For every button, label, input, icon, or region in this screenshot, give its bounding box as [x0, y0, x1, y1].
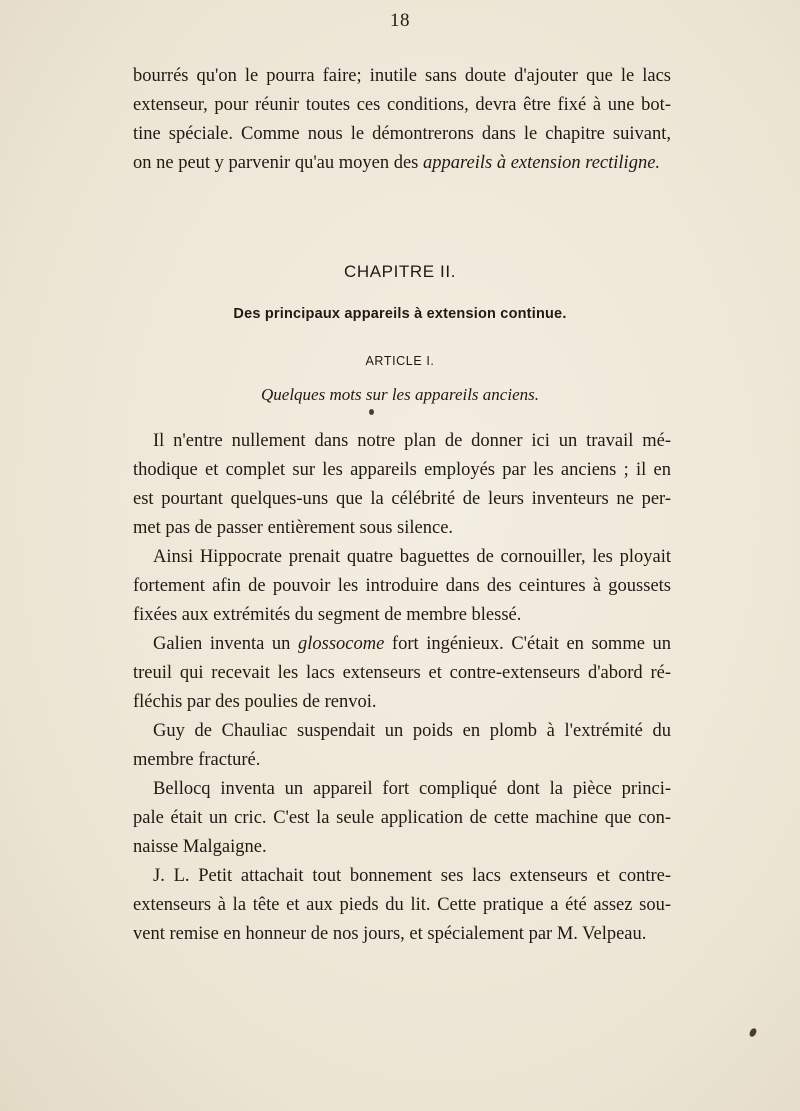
paragraph-3 [133, 630, 671, 717]
italic-phrase: appareils à extension rectiligne. [423, 153, 661, 173]
text-line: naisse Malgaigne. [133, 837, 267, 857]
text-line: treuil qui recevait les lacs extenseurs et contre-extenseurs d'abord ré- [133, 663, 671, 683]
text-line: fixées aux extrémités du segment de membre blessé. [133, 605, 522, 625]
text-line: extenseurs à la tête et aux pieds du lit. Cette pratique a été assez sou- [133, 895, 671, 915]
text-line: thodique et complet sur les appareils employés par les anciens ; il en [133, 460, 671, 480]
text-line: bourrés qu'on le pourra faire; inutile sans doute d'ajouter que le lacs [133, 66, 671, 86]
article-label: ARTICLE I. [365, 354, 435, 368]
text-line: fléchis par des poulies de renvoi. [133, 692, 377, 712]
text-line: Guy de Chauliac suspendait un poids en plomb à l'extrémité du [153, 721, 671, 741]
paragraph-6 [133, 862, 671, 949]
text-line: J. L. Petit attachait tout bonnement ses lacs extenseurs et contre- [153, 866, 671, 886]
paragraph-4 [133, 717, 671, 775]
text-line: est pourtant quelques-uns que la célébrité de leurs inventeurs ne per- [133, 489, 671, 509]
text-line [133, 630, 671, 659]
italic-term: glossocome [298, 634, 385, 654]
text-line: pale était un cric. C'est la seule application de cette machine que con- [133, 808, 671, 828]
text-line: fortement afin de pouvoir les introduire dans des ceintures à goussets [133, 576, 671, 596]
text-line: Ainsi Hippocrate prenait quatre baguettes de cornouiller, les ployait [153, 547, 671, 567]
paragraph-5 [133, 775, 671, 862]
text-fragment: Galien inventa un [153, 634, 291, 654]
text-fragment: fort ingénieux. C'était en somme un [391, 634, 671, 654]
text-line: vent remise en honneur de nos jours, et spécialement par M. Velpeau. [133, 924, 647, 944]
text-fragment: on ne peut y parvenir qu'au moyen des [133, 153, 419, 173]
text-line: Bellocq inventa un appareil fort compliqué dont la pièce princi- [153, 779, 671, 799]
ink-dot-mark [369, 409, 374, 415]
text-line: tine spéciale. Comme nous le démontrerons dans le chapitre suivant, [133, 124, 671, 144]
chapter-title: CHAPITRE II. [343, 262, 457, 281]
chapter-subtitle: Des principaux appareils à extension continue. [233, 306, 567, 322]
paragraph-2 [133, 543, 671, 630]
text-line [133, 149, 671, 178]
ink-smudge-mark [748, 1027, 758, 1038]
text-line: met pas de passer entièrement sous silence. [133, 518, 454, 538]
article-body [133, 427, 671, 949]
intro-paragraph [133, 62, 671, 178]
text-line: extenseur, pour réunir toutes ces conditions, devra être fixé à une bot- [133, 95, 671, 115]
paragraph-1 [133, 427, 671, 543]
text-line: Il n'entre nullement dans notre plan de donner ici un travail mé- [153, 431, 671, 451]
page-number: 18 [390, 10, 410, 31]
article-title: Quelques mots sur les appareils anciens. [261, 385, 539, 404]
text-line: membre fracturé. [133, 750, 261, 770]
